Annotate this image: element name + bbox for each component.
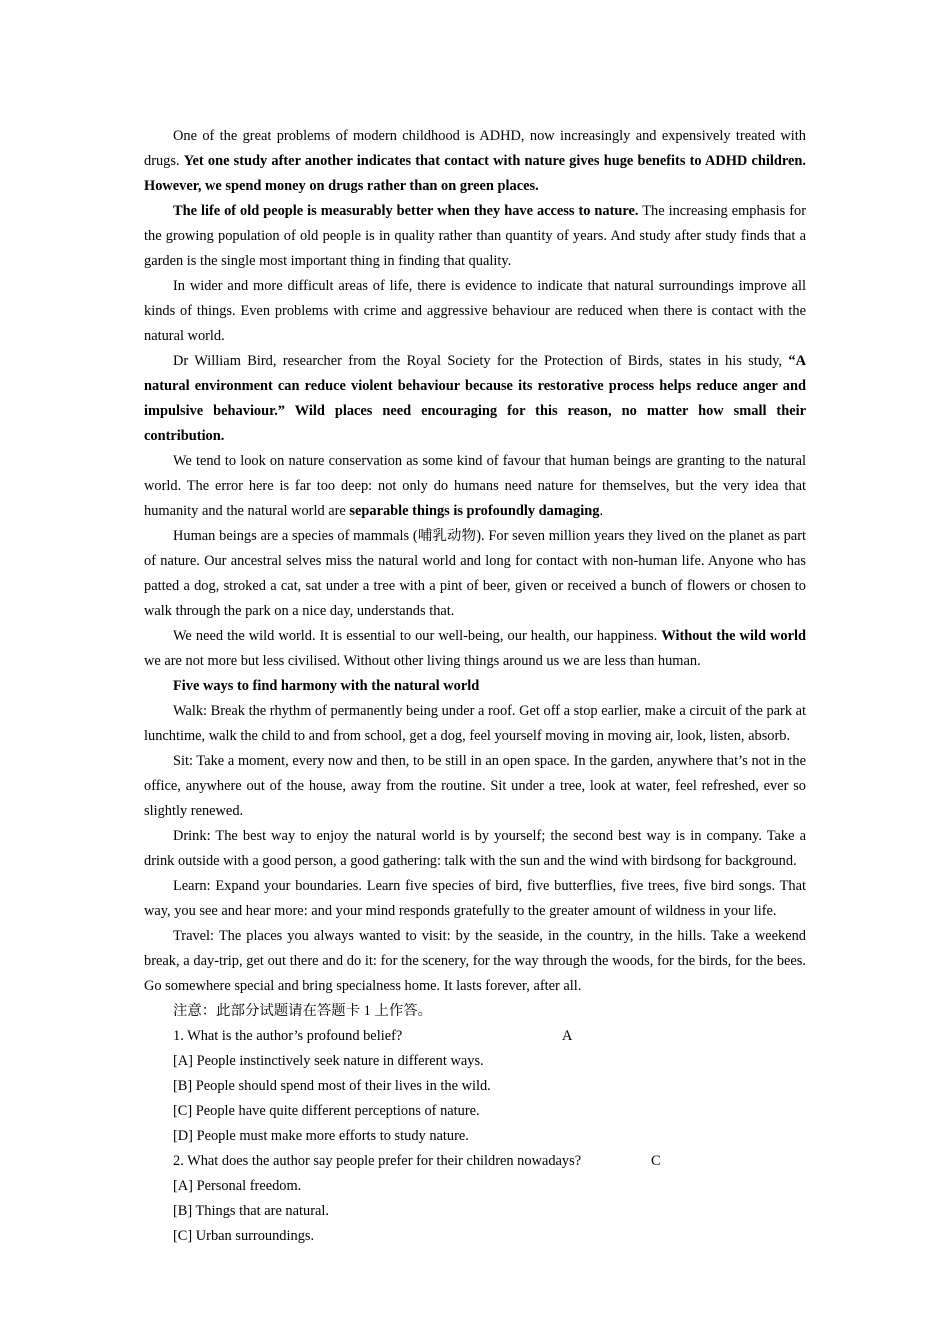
article-body: [144, 124, 806, 674]
way-sit: Sit: Take a moment, every now and then, to be still in an open space. In the garden, anywhere that’s not in the office, anywhere out of the house, away from the routine. Sit under a tree, look at water, feel refreshed, ever so slightly renewed.: [144, 753, 806, 819]
way-learn: Learn: Expand your boundaries. Learn five species of bird, five butterflies, five trees, five bird songs. That way, you see and hear more: and your mind responds gratefully to the greater amount of wildness in your life.: [144, 878, 806, 919]
question-2-option-b: [B] Things that are natural.: [173, 1203, 329, 1219]
question-1-option-a: [A] People instinctively seek nature in different ways.: [173, 1053, 484, 1069]
text-run: We tend to look on nature conservation as some kind of favour that human beings are granting to the natural world. The error here is far too deep: not only do humans need nature for themselves, but the very idea that humanity and the natural world are: [144, 453, 806, 519]
way-walk: Walk: Break the rhythm of permanently being under a roof. Get off a stop earlier, make a circuit of the park at lunchtime, walk the child to and from school, get a dog, feel yourself moving in moving air, look, listen, absorb.: [144, 703, 806, 744]
bold-text-run: Without the wild world: [661, 628, 806, 644]
article-paragraph: [144, 199, 806, 274]
text-run: The increasing emphasis for the growing population of old people is in quality rather than quantity of years. And study after study finds that a garden is the single most important thing in finding that quality.: [144, 203, 807, 269]
article-paragraph: [144, 624, 806, 674]
text-run: In wider and more difficult areas of life, there is evidence to indicate that natural surroundings improve all kinds of things. Even problems with crime and aggressive behaviour are reduced when there is contact with the natural world.: [144, 278, 806, 344]
bold-text-run: The life of old people is measurably better when they have access to nature.: [173, 203, 639, 219]
question-2: [144, 1149, 806, 1249]
question-2-row: [144, 1149, 806, 1174]
document-page: [144, 124, 806, 1249]
question-1: [144, 1024, 806, 1149]
question-2-text: 2. What does the author say people prefer for their children nowadays?: [173, 1153, 582, 1169]
way-drink: Drink: The best way to enjoy the natural world is by yourself; the second best way is in company. Take a drink outside with a good person, a good gathering: talk with the sun and the wind with birdsong for background.: [144, 828, 806, 869]
question-1-text: 1. What is the author’s profound belief?: [173, 1028, 403, 1044]
question-1-option-b: [B] People should spend most of their lives in the wild.: [173, 1078, 491, 1094]
bold-text-run: “A natural environment can reduce violent behaviour because its restorative process helps reduce anger and impulsive behaviour.” Wild places need encouraging for this reason, no matter how small their contribution.: [144, 353, 806, 444]
text-run: .: [599, 503, 604, 519]
text-run: we are not more but less civilised. Without other living things around us we are less than human.: [144, 653, 701, 669]
question-1-option-c: [C] People have quite different perceptions of nature.: [173, 1103, 480, 1119]
answer-sheet-note: 注意：此部分试题请在答题卡 1 上作答。: [173, 1003, 433, 1019]
question-1-option-d: [D] People must make more efforts to study nature.: [173, 1128, 469, 1144]
question-2-option-c: [C] Urban surroundings.: [173, 1228, 315, 1244]
bold-text-run: Yet one study after another indicates that contact with nature gives huge benefits to ADHD children. However, we spend money on drugs rather than on green places.: [144, 153, 806, 194]
question-1-row: [144, 1024, 806, 1049]
question-2-option-a: [A] Personal freedom.: [173, 1178, 302, 1194]
text-run: Human beings are a species of mammals (哺乳动物). For seven million years they lived on the planet as part of nature. Our ancestral selves miss the natural world and long for contact with non-human life. Anyone who has patted a dog, stroked a cat, sat under a tree with a pint of beer, given or received a bunch of flowers or chosen to walk through the park on a nice day, understands that.: [144, 528, 806, 619]
text-run: We need the wild world. It is essential to our well-being, our health, our happiness.: [173, 628, 662, 644]
text-run: Dr William Bird, researcher from the Royal Society for the Protection of Birds, states in his study,: [173, 353, 789, 369]
article-paragraph: [144, 274, 806, 349]
article-paragraph: [144, 349, 806, 449]
way-travel: Travel: The places you always wanted to visit: by the seaside, in the country, in the hills. Take a weekend break, a day-trip, get out there and do it: for the scenery, for the way through the woods, for the birds, for the bees. Go somewhere special and bring specialness home. It lasts forever, after all.: [144, 928, 806, 994]
article-paragraph: [144, 524, 806, 624]
question-2-answer: C: [651, 1153, 661, 1169]
ways-list: [144, 699, 806, 999]
text-run: One of the great problems of modern childhood is ADHD, now increasingly and expensively treated with drugs.: [144, 128, 806, 169]
article-paragraph: [144, 449, 806, 524]
article-paragraph: [144, 124, 806, 199]
question-1-answer: A: [562, 1028, 573, 1044]
bold-text-run: separable things is profoundly damaging: [349, 503, 600, 519]
section-heading: Five ways to find harmony with the natural world: [173, 678, 480, 694]
